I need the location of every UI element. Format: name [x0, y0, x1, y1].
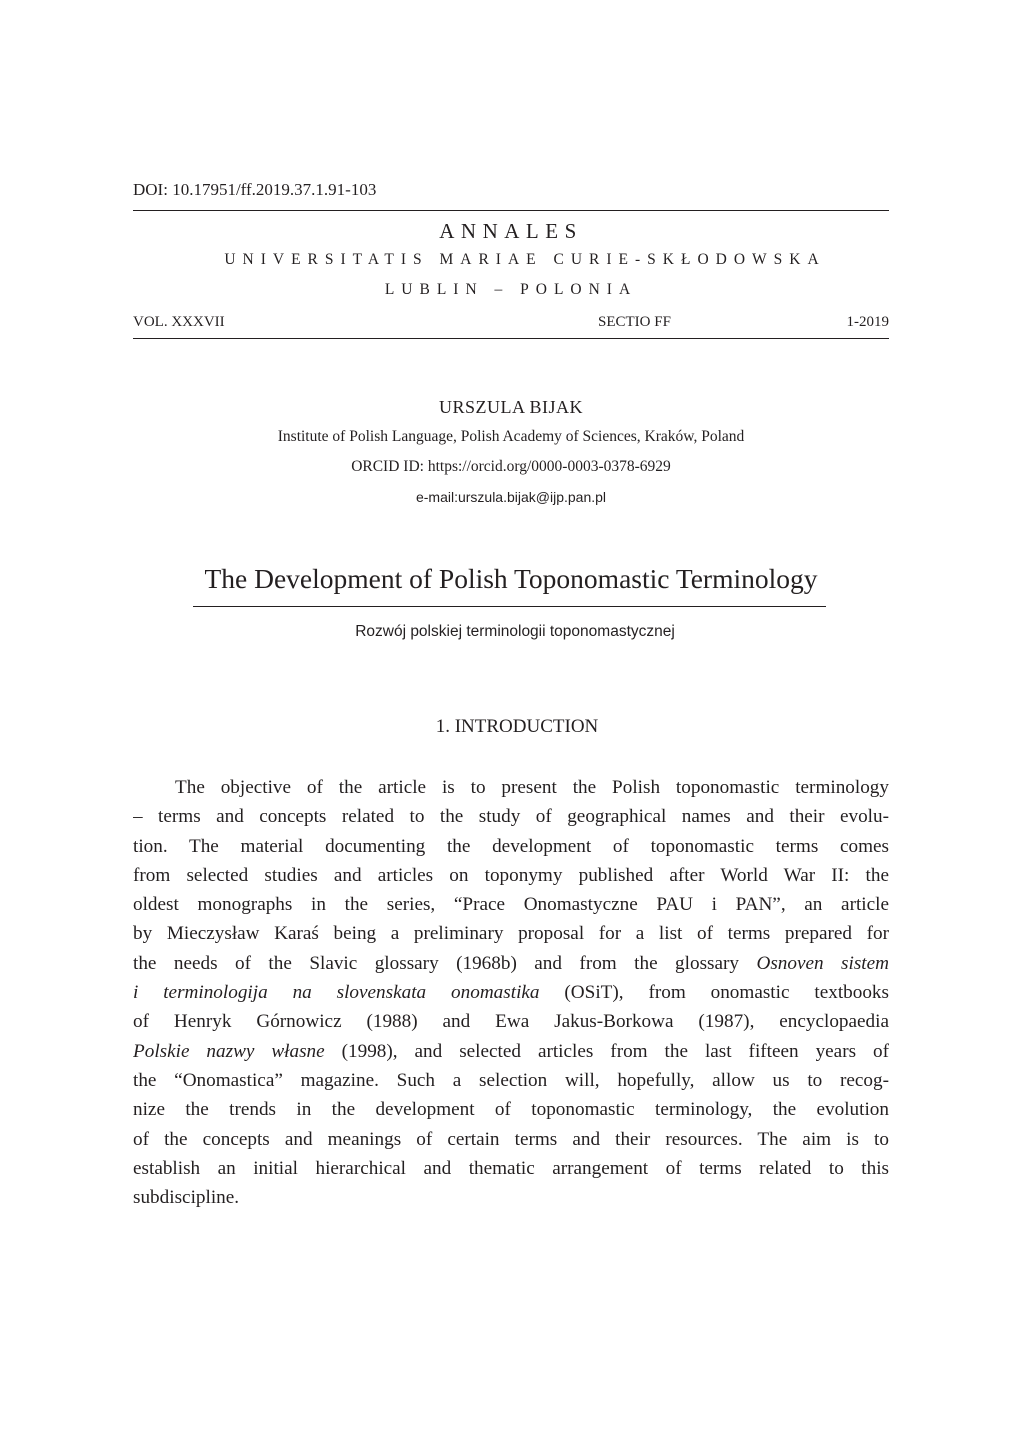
paragraph-line: The objective of the article is to present the Polish toponomastic terminology: [175, 777, 889, 798]
paragraph-line: [133, 978, 889, 1007]
title-rule: [193, 606, 826, 607]
issue: 1-2019: [846, 314, 889, 330]
author-name: URSZULA BIJAK: [438, 397, 583, 417]
paragraph-line: [133, 1037, 889, 1066]
journal-title: ANNALES: [439, 219, 583, 243]
paragraph-line: [133, 949, 889, 978]
paragraph-line: of Henryk Górnowicz (1988) and Ewa Jakus-Borkowa (1987), encyclopaedia: [133, 1011, 889, 1033]
line-text: the needs of the Slavic glossary (1968b) and from the glossary: [133, 952, 740, 974]
paragraph-line: establish an initial hierarchical and thematic arrangement of terms related to this: [133, 1157, 889, 1179]
sectio: SECTIO FF: [598, 314, 671, 330]
italic-title: Polskie nazwy własne: [133, 1040, 325, 1062]
author-email: e-mail:urszula.bijak@ijp.pan.pl: [415, 489, 607, 505]
university-name: UNIVERSITATIS MARIAE CURIE-SKŁODOWSKA: [224, 251, 826, 268]
paragraph-line: subdiscipline.: [133, 1187, 240, 1209]
doi: DOI: 10.17951/ff.2019.37.1.91-103: [133, 180, 377, 199]
article-subtitle: Rozwój polskiej terminologii toponomastycznej: [355, 623, 675, 640]
author-affiliation: Institute of Polish Language, Polish Academy of Sciences, Kraków, Poland: [277, 428, 745, 445]
volume: VOL. XXXVII: [133, 314, 225, 330]
body-paragraph: [133, 773, 889, 1212]
paragraph-line: by Mieczysław Karaś being a preliminary proposal for a list of terms prepared for: [133, 923, 889, 945]
paragraph-line: tion. The material documenting the development of toponomastic terms comes: [133, 835, 889, 857]
header-bottom-rule: [133, 338, 889, 339]
author-orcid: ORCID ID: https://orcid.org/0000-0003-0378-6929: [351, 458, 671, 475]
paragraph-line: from selected studies and articles on toponymy published after World War II: the: [133, 864, 889, 886]
paragraph-line: of the concepts and meanings of certain terms and their resources. The aim is to: [133, 1128, 889, 1150]
line-text: (OSiT), from onomastic textbooks: [539, 982, 889, 1004]
paragraph-line: the “Onomastica” magazine. Such a selection will, hopefully, allow us to recog-: [133, 1069, 889, 1091]
italic-title: i terminologija na slovenskata onomastika: [133, 982, 540, 1004]
article-title: The Development of Polish Toponomastic Terminology: [204, 563, 818, 594]
header-top-rule: [133, 210, 889, 211]
volume-row: [133, 312, 889, 332]
paragraph-line: oldest monographs in the series, “Prace Onomastyczne PAU i PAN”, an article: [133, 894, 889, 916]
paragraph-line: nize the trends in the development of toponomastic terminology, the evolution: [133, 1099, 889, 1121]
line-text: (1998), and selected articles from the last fifteen years of: [324, 1040, 889, 1062]
paragraph-line: – terms and concepts related to the study of geographical names and their evolu-: [133, 806, 889, 828]
section-heading: 1. INTRODUCTION: [435, 716, 599, 737]
journal-location: LUBLIN – POLONIA: [384, 281, 638, 298]
italic-title: Osnoven sistem: [756, 952, 889, 974]
